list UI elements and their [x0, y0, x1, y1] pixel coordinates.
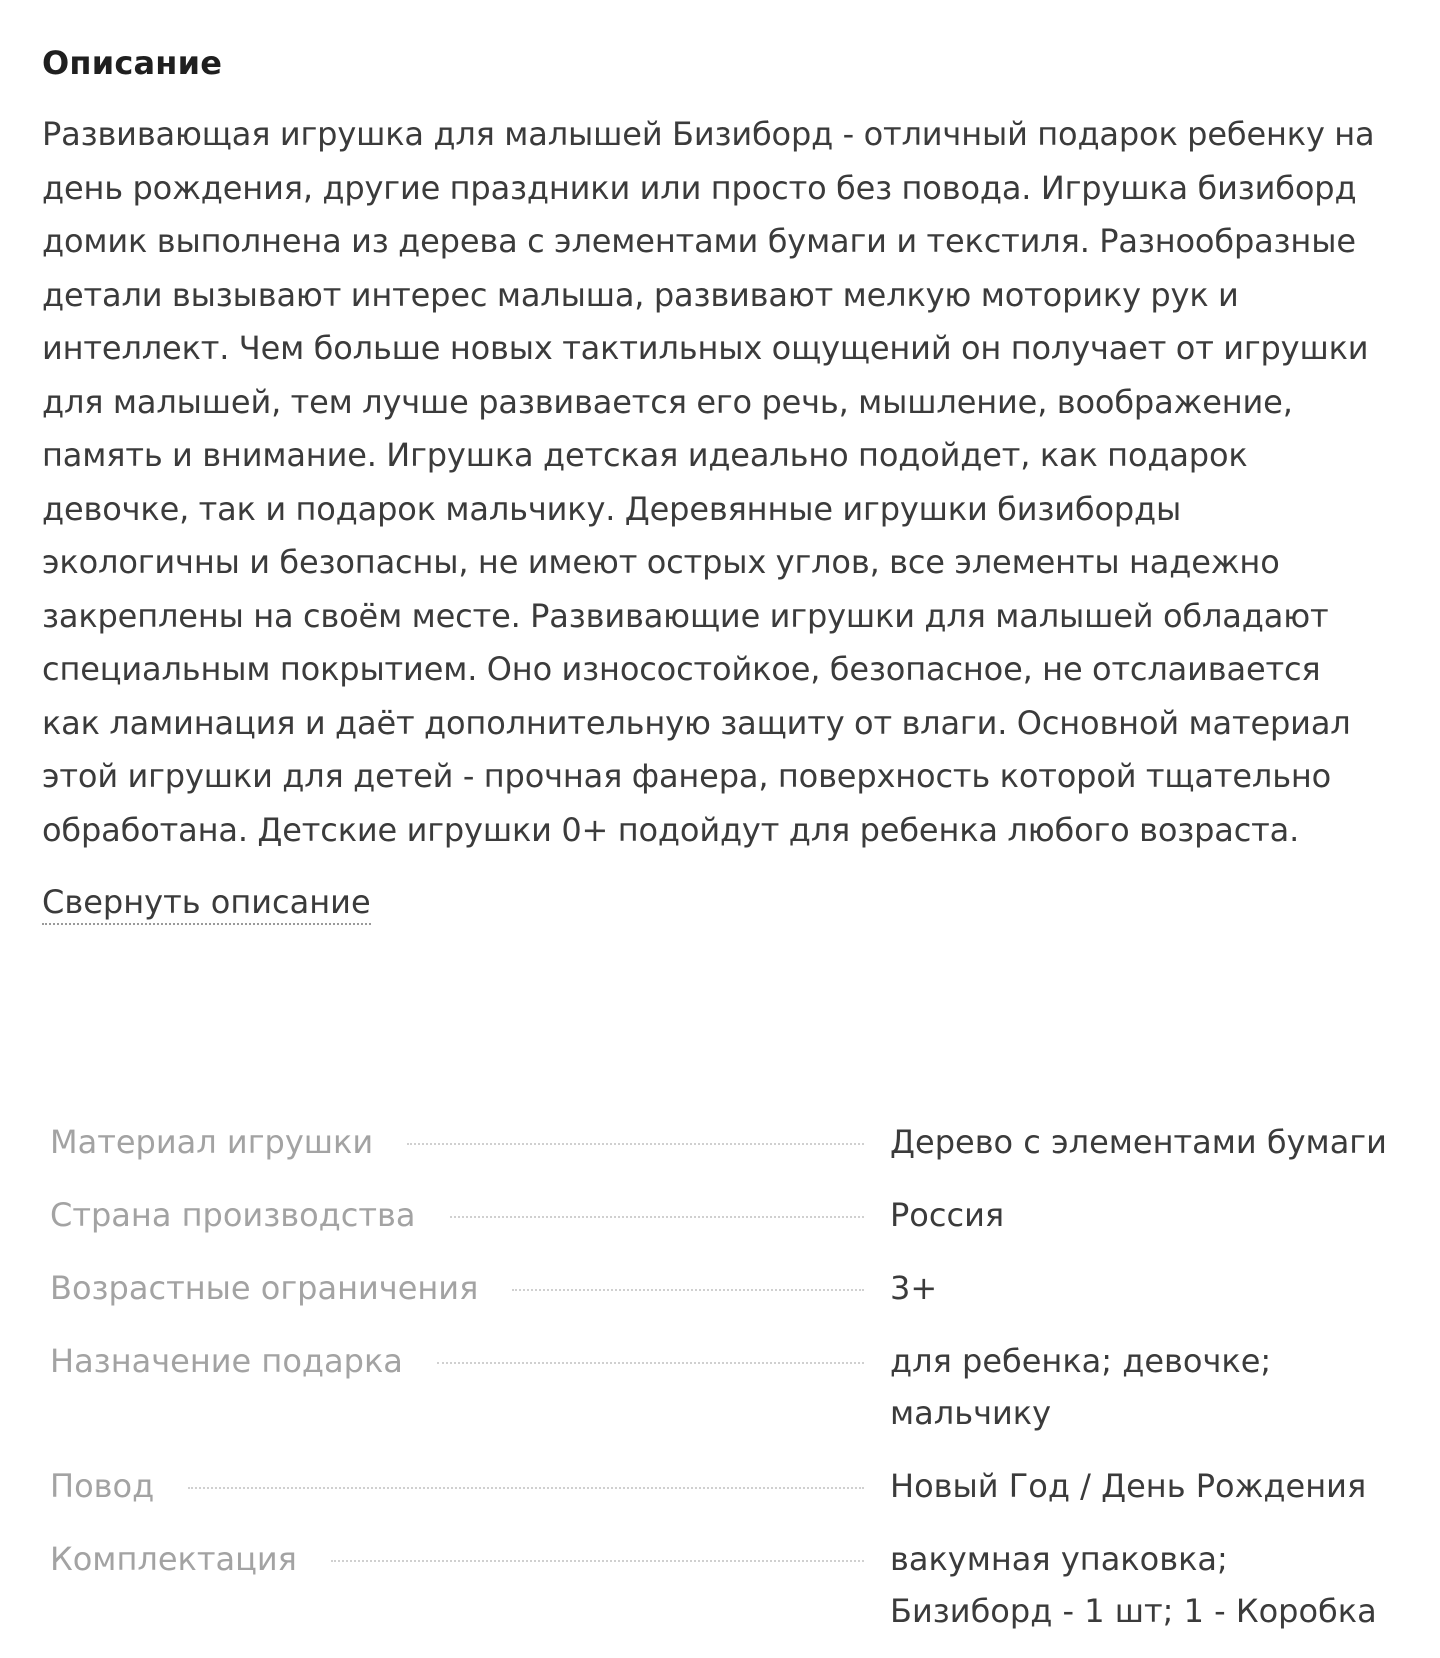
spec-dotted-leader	[512, 1289, 864, 1291]
spec-value: Дерево с элементами бумаги	[890, 1123, 1387, 1161]
description-title: Описание	[42, 44, 223, 82]
spec-key: Назначение подарка	[50, 1342, 403, 1380]
spec-dotted-leader	[407, 1143, 864, 1145]
spec-value: для ребенка; девочке; мальчику	[890, 1342, 1272, 1432]
spec-key: Повод	[50, 1467, 155, 1505]
spec-key: Страна производства	[50, 1196, 416, 1234]
description-text: Развивающая игрушка для малышей Бизиборд - отличный подарок ребенку на день рождения, другие праздники или просто без повода. Игрушка бизиборд домик выполнена из дерева с элементами бумаги и текстиля. Разнообразные детали вызывают интерес малыша, развивают мелкую моторику рук и интеллект. Чем больше новых тактильных ощущений он получает от игрушки для малышей, тем лучше развивается его речь, мышление, воображение, память и внимание. Игрушка детская идеально подойдет, как подарок девочке, так и подарок мальчику. Деревянные игрушки бизиборды экологичны и безопасны, не имеют острых углов, все элементы надежно закреплены на своём месте. Развивающие игрушки для малышей обладают специальным покрытием. Оно износостойкое, безопасное, не отслаивается как ламинация и даёт дополнительную защиту от влаги. Основной материал этой игрушки для детей - прочная фанера, поверхность которой тщательно обработана. Детские игрушки 0+ подойдут для ребенка любого возраста.	[42, 115, 1375, 849]
description-section	[42, 44, 1398, 925]
spec-value: Россия	[890, 1196, 1005, 1234]
spec-key: Материал игрушки	[50, 1123, 374, 1161]
specs-list	[50, 1116, 1410, 1658]
spec-row	[50, 1533, 1410, 1637]
spec-row	[50, 1116, 1410, 1168]
spec-dotted-leader	[450, 1216, 865, 1218]
spec-dotted-leader	[437, 1362, 864, 1364]
spec-key: Комплектация	[50, 1540, 297, 1578]
spec-value: 3+	[890, 1269, 938, 1307]
spec-row	[50, 1189, 1410, 1241]
spec-row	[50, 1335, 1410, 1439]
spec-row	[50, 1460, 1410, 1512]
spec-value: вакумная упаковка; Бизиборд - 1 шт; 1 - Коробка	[890, 1540, 1377, 1630]
spec-dotted-leader	[331, 1560, 864, 1562]
spec-value: Новый Год / День Рождения	[890, 1467, 1367, 1505]
collapse-description-link[interactable]: Свернуть описание	[42, 883, 371, 925]
spec-row	[50, 1262, 1410, 1314]
spec-key: Возрастные ограничения	[50, 1269, 479, 1307]
spec-dotted-leader	[188, 1487, 864, 1489]
